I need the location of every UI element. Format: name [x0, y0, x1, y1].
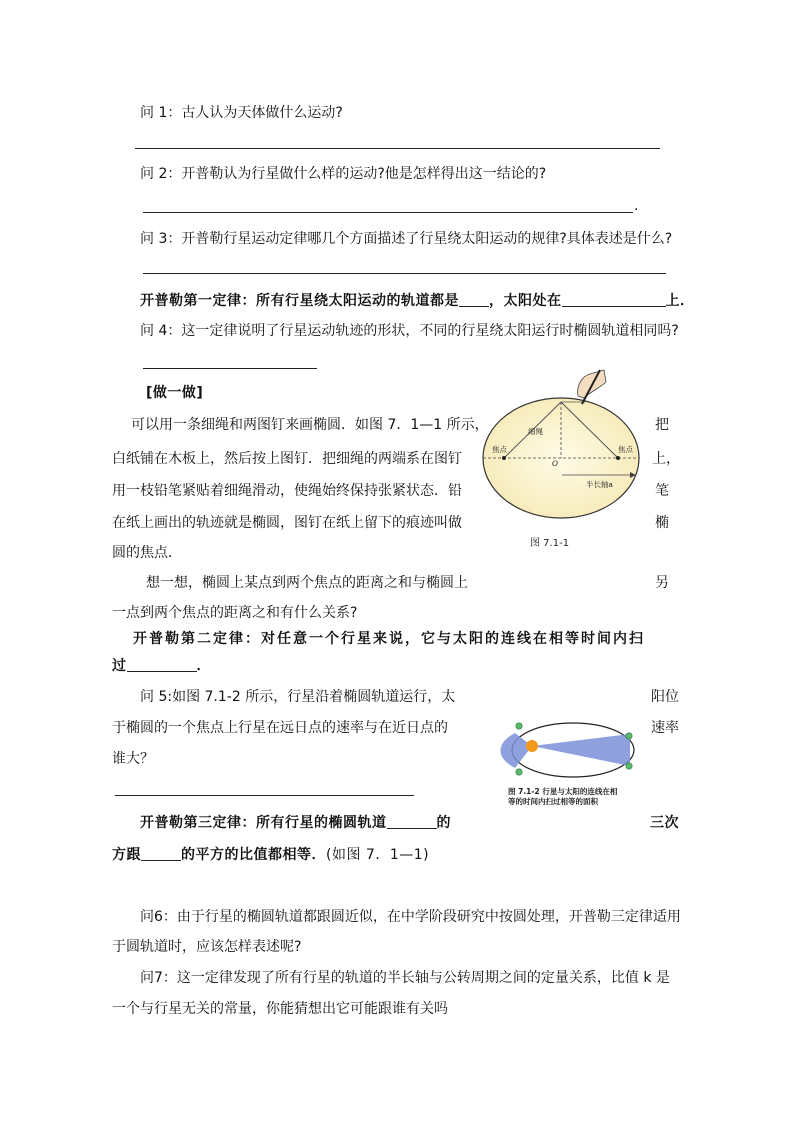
center-label: O	[552, 459, 558, 468]
focus-right-label: 焦点	[618, 445, 633, 454]
think-line-1-right: 另	[655, 575, 669, 591]
law2-text-c: ．	[196, 658, 211, 674]
focus-left-label: 焦点	[492, 445, 507, 454]
law1-text-b: ，太阳处在	[489, 293, 562, 309]
planet-icon	[516, 769, 522, 775]
question-6-line-1: 问6：由于行星的椭圆轨道都跟圆近似，在中学阶段研究中按圆处理，开普勒三定律适用	[140, 909, 681, 925]
do-line-3-right: 笔	[655, 483, 669, 499]
ellipse-drawing-illustration	[478, 368, 648, 528]
do-line-2: 白纸铺在木板上，然后按上图钉．把细绳的两端系在图钉	[112, 451, 462, 467]
think-line-2: 一点到两个焦点的距离之和有什么关系?	[112, 605, 358, 621]
answer-line-4	[143, 368, 317, 369]
figure-1-caption: 图 7.1-1	[530, 538, 570, 549]
figure-2-caption-line-2: 等的时间内扫过相等的面积	[508, 797, 598, 806]
law3-blank-1	[387, 814, 437, 829]
kepler-second-law-line-1: 开普勒第二定律：对任意一个行星来说，它与太阳的连线在相等时间内扫	[133, 631, 645, 647]
law2-text-b: 过	[112, 658, 127, 674]
law3-text-a: 开普勒第三定律：所有行星的椭圆轨道	[140, 815, 387, 831]
kepler-third-law-line-2	[112, 846, 429, 864]
kepler-second-law-line-2	[112, 657, 211, 675]
do-line-3: 用一枝铅笔紧贴着细绳滑动，使绳始终保持张紧状态．铅	[112, 483, 462, 499]
law1-blank-1	[459, 292, 489, 307]
think-line-1: 想一想，椭圆上某点到两个焦点的距离之和与椭圆上	[146, 575, 468, 591]
focus-right-pin	[616, 456, 620, 460]
law2-blank	[127, 657, 197, 672]
question-5-line-2: 于椭圆的一个焦点上行星在远日点的速率与在近日点的	[112, 720, 448, 736]
law1-text-a: 开普勒第一定律：所有行星绕太阳运动的轨道都是	[140, 293, 459, 309]
figure-equal-area	[500, 714, 646, 790]
kepler-third-law-line-1-right: 三次	[650, 815, 679, 831]
question-7-line-2: 一个与行星无关的常量，你能猜想出它可能跟谁有关吗	[112, 1001, 448, 1017]
do-line-4-right: 椭	[655, 515, 669, 531]
law3-text-b: 的	[436, 815, 451, 831]
law3-text-f: (如图 7．1—1)	[326, 847, 430, 863]
question-6-line-2: 于圆轨道时，应该怎样表述呢?	[112, 939, 302, 955]
answer-line-1	[135, 148, 660, 149]
do-it-title: [做一做]	[146, 385, 204, 401]
planet-icon	[626, 763, 632, 769]
answer-line-2	[143, 212, 633, 213]
do-line-5: 圆的焦点．	[112, 545, 182, 561]
question-5-line-2-right: 速率	[651, 720, 679, 736]
do-line-1: 可以用一条细绳和两图钉来画椭圆．如图 7．1—1 所示，	[131, 417, 489, 433]
question-7-line-1: 问7：这一定律发现了所有行星的轨道的半长轴与公转周期之间的定量关系，比值 k 是	[140, 970, 670, 986]
do-line-4: 在纸上画出的轨迹就是椭圆，图钉在纸上留下的痕迹叫做	[112, 515, 462, 531]
focus-left-pin	[502, 456, 506, 460]
planet-icon	[626, 733, 632, 739]
question-3: 问 3：开普勒行星运动定律哪几个方面描述了行星绕太阳运动的规律?具体表述是什么?	[140, 231, 673, 247]
question-2: 问 2：开普勒认为行星做什么样的运动?他是怎样得出这一结论的?	[140, 166, 547, 182]
question-5-line-3: 谁大？	[112, 751, 154, 767]
equal-area-illustration	[500, 714, 646, 790]
kepler-first-law	[140, 292, 695, 310]
sun-icon	[526, 740, 538, 752]
question-5-line-1-right: 阳位	[651, 689, 679, 705]
law3-text-d: 方跟	[112, 847, 141, 863]
do-line-2-right: 上，	[652, 451, 680, 467]
law1-blank-2	[562, 292, 666, 307]
figure-ellipse-drawing	[478, 368, 648, 528]
planet-icon	[516, 723, 522, 729]
kepler-third-law-line-1	[140, 814, 451, 832]
question-4: 问 4：这一定律说明了行星运动轨迹的形状，不同的行星绕太阳运行时椭圆轨道相同吗?	[140, 323, 679, 339]
answer-line-5	[115, 795, 414, 796]
law3-text-e: 的平方的比值都相等．	[181, 847, 326, 863]
answer-line-2-period: .	[634, 198, 639, 214]
question-5-line-1: 问 5:如图 7.1-2 所示，行星沿着椭圆轨道运行，太	[140, 689, 456, 705]
do-line-1-right: 把	[655, 417, 669, 433]
figure-2-caption-line-1: 图 7.1-2 行星与太阳的连线在相	[508, 787, 618, 796]
law1-text-c: 上．	[665, 293, 695, 309]
rope-label: 细绳	[528, 427, 543, 436]
question-1: 问 1：古人认为天体做什么运动?	[140, 105, 343, 121]
semi-major-label: 半长轴a	[586, 480, 613, 489]
hand-with-pencil-icon	[578, 370, 606, 404]
law3-blank-2	[141, 846, 181, 861]
answer-line-3	[143, 273, 666, 274]
